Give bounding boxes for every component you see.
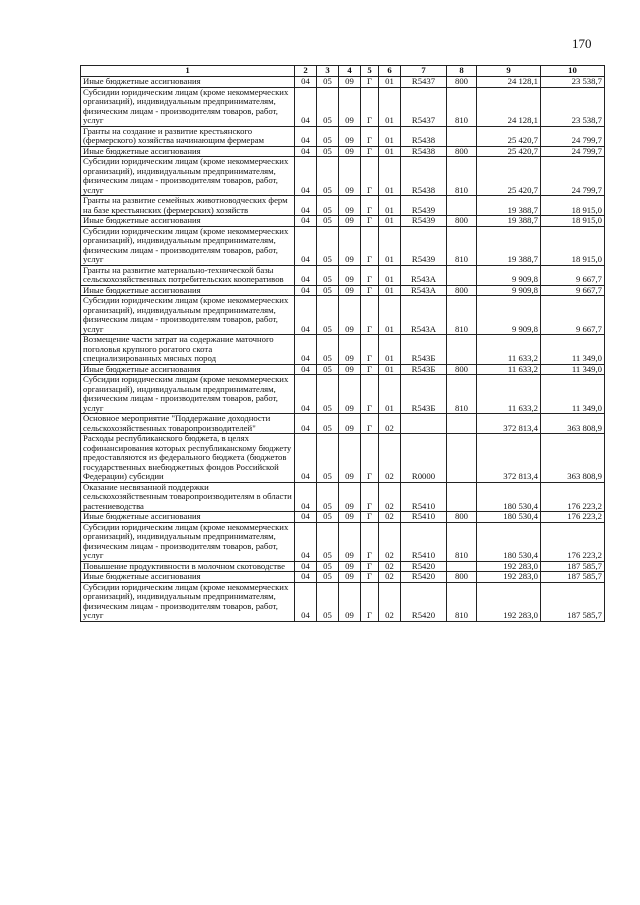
cell-amount-year2: 176 223,2 (541, 512, 605, 523)
cell-code-3: 05 (317, 226, 339, 265)
cell-expense-type: 800 (447, 572, 477, 583)
cell-code-6: 01 (379, 285, 401, 296)
cell-target-article: R5438 (401, 126, 447, 146)
table-row (81, 434, 605, 483)
table-row (81, 364, 605, 375)
cell-amount-year2: 187 585,7 (541, 572, 605, 583)
cell-amount-year2: 18 915,0 (541, 216, 605, 227)
cell-code-4: 09 (339, 572, 361, 583)
cell-code-4: 09 (339, 414, 361, 434)
cell-code-5: Г (361, 146, 379, 157)
cell-code-3: 05 (317, 126, 339, 146)
cell-expense-type (447, 561, 477, 572)
cell-code-4: 09 (339, 196, 361, 216)
cell-expense-type: 810 (447, 375, 477, 414)
cell-code-2: 04 (295, 296, 317, 335)
row-description: Субсидии юридическим лицам (кроме некоммерческих организаций), индивидуальным предпринимателям, физическим лицам - производителям товаров, работ, услуг (81, 375, 295, 414)
cell-target-article: R5439 (401, 226, 447, 265)
cell-amount-year1: 19 388,7 (477, 226, 541, 265)
cell-code-4: 09 (339, 364, 361, 375)
row-description: Гранты на развитие материально-технической базы сельскохозяйственных потребительских кооперативов (81, 265, 295, 285)
table-row (81, 226, 605, 265)
cell-code-2: 04 (295, 434, 317, 483)
cell-amount-year1: 372 813,4 (477, 434, 541, 483)
cell-code-4: 09 (339, 265, 361, 285)
cell-target-article: R5410 (401, 512, 447, 523)
cell-expense-type: 810 (447, 582, 477, 621)
column-header: 9 (477, 66, 541, 77)
cell-code-4: 09 (339, 561, 361, 572)
cell-code-5: Г (361, 561, 379, 572)
cell-code-6: 01 (379, 216, 401, 227)
cell-amount-year1: 180 530,4 (477, 522, 541, 561)
cell-code-5: Г (361, 582, 379, 621)
cell-code-6: 01 (379, 226, 401, 265)
cell-amount-year2: 9 667,7 (541, 265, 605, 285)
row-description: Субсидии юридическим лицам (кроме некоммерческих организаций), индивидуальным предпринимателям, физическим лицам - производителям товаров, работ, услуг (81, 296, 295, 335)
cell-code-4: 09 (339, 582, 361, 621)
cell-code-5: Г (361, 434, 379, 483)
cell-target-article: R5420 (401, 561, 447, 572)
cell-code-5: Г (361, 126, 379, 146)
cell-amount-year1: 180 530,4 (477, 482, 541, 512)
cell-amount-year1: 25 420,7 (477, 146, 541, 157)
column-header: 3 (317, 66, 339, 77)
cell-target-article: R543Б (401, 335, 447, 365)
cell-amount-year2: 11 349,0 (541, 335, 605, 365)
cell-amount-year2: 9 667,7 (541, 285, 605, 296)
cell-expense-type (447, 265, 477, 285)
table-row (81, 482, 605, 512)
cell-code-5: Г (361, 87, 379, 126)
cell-code-6: 01 (379, 335, 401, 365)
cell-code-2: 04 (295, 522, 317, 561)
cell-code-5: Г (361, 482, 379, 512)
cell-target-article: R5410 (401, 482, 447, 512)
cell-code-3: 05 (317, 285, 339, 296)
cell-code-2: 04 (295, 482, 317, 512)
column-header: 4 (339, 66, 361, 77)
cell-code-5: Г (361, 157, 379, 196)
cell-code-4: 09 (339, 157, 361, 196)
cell-target-article: R5439 (401, 196, 447, 216)
cell-expense-type: 810 (447, 522, 477, 561)
cell-code-3: 05 (317, 216, 339, 227)
budget-table (80, 65, 605, 622)
cell-code-6: 02 (379, 414, 401, 434)
row-description: Иные бюджетные ассигнования (81, 77, 295, 88)
row-description: Иные бюджетные ассигнования (81, 146, 295, 157)
cell-code-5: Г (361, 296, 379, 335)
cell-code-4: 09 (339, 126, 361, 146)
cell-expense-type (447, 196, 477, 216)
cell-code-4: 09 (339, 434, 361, 483)
cell-amount-year1: 9 909,8 (477, 265, 541, 285)
cell-code-2: 04 (295, 226, 317, 265)
cell-code-4: 09 (339, 87, 361, 126)
cell-code-2: 04 (295, 561, 317, 572)
column-header: 10 (541, 66, 605, 77)
table-row (81, 572, 605, 583)
cell-code-6: 01 (379, 157, 401, 196)
cell-expense-type (447, 414, 477, 434)
cell-code-3: 05 (317, 77, 339, 88)
cell-code-5: Г (361, 522, 379, 561)
cell-expense-type (447, 126, 477, 146)
table-row (81, 522, 605, 561)
cell-code-4: 09 (339, 216, 361, 227)
cell-target-article: R543A (401, 265, 447, 285)
cell-code-5: Г (361, 196, 379, 216)
cell-expense-type: 800 (447, 146, 477, 157)
cell-code-4: 09 (339, 375, 361, 414)
table-row (81, 296, 605, 335)
cell-code-2: 04 (295, 512, 317, 523)
table-body (81, 77, 605, 622)
cell-code-2: 04 (295, 87, 317, 126)
cell-code-3: 05 (317, 196, 339, 216)
cell-amount-year1: 25 420,7 (477, 157, 541, 196)
row-description: Основное мероприятие "Поддержание доходности сельскохозяйственных товаропроизводителей" (81, 414, 295, 434)
cell-target-article: R5420 (401, 582, 447, 621)
row-description: Повышение продуктивности в молочном скотоводстве (81, 561, 295, 572)
cell-code-2: 04 (295, 126, 317, 146)
cell-code-3: 05 (317, 512, 339, 523)
row-description: Иные бюджетные ассигнования (81, 512, 295, 523)
cell-code-3: 05 (317, 146, 339, 157)
cell-code-2: 04 (295, 375, 317, 414)
column-header: 7 (401, 66, 447, 77)
cell-code-6: 02 (379, 482, 401, 512)
cell-amount-year2: 24 799,7 (541, 126, 605, 146)
cell-code-2: 04 (295, 77, 317, 88)
table-row (81, 265, 605, 285)
cell-amount-year2: 187 585,7 (541, 582, 605, 621)
cell-amount-year1: 192 283,0 (477, 572, 541, 583)
row-description: Субсидии юридическим лицам (кроме некоммерческих организаций), индивидуальным предпринимателям, физическим лицам - производителям товаров, работ, услуг (81, 582, 295, 621)
cell-code-5: Г (361, 364, 379, 375)
cell-code-3: 05 (317, 522, 339, 561)
cell-expense-type (447, 482, 477, 512)
cell-code-2: 04 (295, 572, 317, 583)
cell-code-6: 02 (379, 512, 401, 523)
cell-code-3: 05 (317, 157, 339, 196)
cell-expense-type: 810 (447, 226, 477, 265)
cell-expense-type: 800 (447, 216, 477, 227)
row-description: Расходы республиканского бюджета, в целях софинансирования которых республиканскому бюджету предоставляются из федерального бюджета (бюджетов государственных внебюджетных фондов Российской Федерации) субсидии (81, 434, 295, 483)
cell-code-3: 05 (317, 482, 339, 512)
cell-code-2: 04 (295, 216, 317, 227)
cell-code-5: Г (361, 572, 379, 583)
cell-expense-type: 810 (447, 296, 477, 335)
cell-code-3: 05 (317, 296, 339, 335)
table-row (81, 216, 605, 227)
cell-code-5: Г (361, 77, 379, 88)
cell-target-article: R5438 (401, 157, 447, 196)
cell-code-4: 09 (339, 285, 361, 296)
cell-code-4: 09 (339, 146, 361, 157)
cell-code-4: 09 (339, 335, 361, 365)
cell-amount-year1: 180 530,4 (477, 512, 541, 523)
cell-code-2: 04 (295, 335, 317, 365)
cell-code-6: 02 (379, 561, 401, 572)
cell-code-5: Г (361, 512, 379, 523)
cell-amount-year1: 24 128,1 (477, 87, 541, 126)
cell-amount-year2: 176 223,2 (541, 482, 605, 512)
cell-code-5: Г (361, 226, 379, 265)
cell-code-3: 05 (317, 434, 339, 483)
table-row (81, 126, 605, 146)
cell-amount-year1: 9 909,8 (477, 296, 541, 335)
cell-amount-year2: 23 538,7 (541, 87, 605, 126)
cell-expense-type (447, 335, 477, 365)
cell-code-4: 09 (339, 77, 361, 88)
cell-expense-type: 800 (447, 285, 477, 296)
cell-target-article: R543Б (401, 364, 447, 375)
cell-amount-year2: 176 223,2 (541, 522, 605, 561)
cell-code-3: 05 (317, 582, 339, 621)
cell-code-3: 05 (317, 375, 339, 414)
cell-expense-type: 810 (447, 157, 477, 196)
cell-code-6: 01 (379, 87, 401, 126)
table-row (81, 146, 605, 157)
cell-expense-type (447, 434, 477, 483)
cell-target-article: R543A (401, 285, 447, 296)
cell-code-2: 04 (295, 364, 317, 375)
cell-target-article: R5439 (401, 216, 447, 227)
cell-target-article (401, 414, 447, 434)
table-row (81, 512, 605, 523)
cell-expense-type: 800 (447, 364, 477, 375)
cell-amount-year1: 192 283,0 (477, 561, 541, 572)
table-row (81, 582, 605, 621)
cell-amount-year2: 18 915,0 (541, 196, 605, 216)
cell-code-6: 01 (379, 296, 401, 335)
cell-code-4: 09 (339, 296, 361, 335)
cell-code-4: 09 (339, 482, 361, 512)
cell-amount-year1: 372 813,4 (477, 414, 541, 434)
cell-amount-year1: 192 283,0 (477, 582, 541, 621)
cell-amount-year1: 25 420,7 (477, 126, 541, 146)
table-row (81, 414, 605, 434)
cell-target-article: R5420 (401, 572, 447, 583)
cell-code-6: 01 (379, 375, 401, 414)
cell-code-4: 09 (339, 522, 361, 561)
cell-code-5: Г (361, 414, 379, 434)
page-number: 170 (572, 36, 592, 51)
table-row (81, 77, 605, 88)
cell-amount-year2: 24 799,7 (541, 146, 605, 157)
cell-code-3: 05 (317, 561, 339, 572)
cell-target-article: R5410 (401, 522, 447, 561)
column-header: 1 (81, 66, 295, 77)
row-description: Иные бюджетные ассигнования (81, 216, 295, 227)
cell-code-3: 05 (317, 265, 339, 285)
cell-target-article: R543Б (401, 375, 447, 414)
cell-code-5: Г (361, 285, 379, 296)
table-row (81, 375, 605, 414)
cell-amount-year2: 363 808,9 (541, 434, 605, 483)
row-description: Субсидии юридическим лицам (кроме некоммерческих организаций), индивидуальным предпринимателям, физическим лицам - производителям товаров, работ, услуг (81, 87, 295, 126)
cell-code-2: 04 (295, 285, 317, 296)
cell-amount-year1: 24 128,1 (477, 77, 541, 88)
cell-amount-year1: 11 633,2 (477, 335, 541, 365)
cell-code-4: 09 (339, 226, 361, 265)
column-header: 2 (295, 66, 317, 77)
cell-code-6: 01 (379, 146, 401, 157)
cell-expense-type: 810 (447, 87, 477, 126)
cell-amount-year2: 18 915,0 (541, 226, 605, 265)
cell-amount-year1: 19 388,7 (477, 216, 541, 227)
cell-target-article: R0000 (401, 434, 447, 483)
cell-code-2: 04 (295, 196, 317, 216)
cell-code-6: 02 (379, 582, 401, 621)
table-row (81, 335, 605, 365)
cell-code-5: Г (361, 335, 379, 365)
cell-code-4: 09 (339, 512, 361, 523)
cell-target-article: R5438 (401, 146, 447, 157)
cell-target-article: R5437 (401, 77, 447, 88)
cell-amount-year1: 11 633,2 (477, 375, 541, 414)
cell-code-6: 01 (379, 196, 401, 216)
row-description: Иные бюджетные ассигнования (81, 364, 295, 375)
row-description: Иные бюджетные ассигнования (81, 572, 295, 583)
cell-code-3: 05 (317, 414, 339, 434)
table-row (81, 157, 605, 196)
column-header: 5 (361, 66, 379, 77)
table-row (81, 285, 605, 296)
table-row (81, 87, 605, 126)
cell-code-2: 04 (295, 582, 317, 621)
cell-amount-year2: 11 349,0 (541, 375, 605, 414)
cell-code-2: 04 (295, 146, 317, 157)
cell-code-6: 02 (379, 522, 401, 561)
cell-amount-year2: 24 799,7 (541, 157, 605, 196)
table-row (81, 561, 605, 572)
row-description: Иные бюджетные ассигнования (81, 285, 295, 296)
cell-amount-year1: 11 633,2 (477, 364, 541, 375)
cell-code-2: 04 (295, 157, 317, 196)
row-description: Оказание несвязанной поддержки сельскохозяйственным товаропроизводителям в области растениеводства (81, 482, 295, 512)
cell-code-6: 01 (379, 265, 401, 285)
cell-code-6: 01 (379, 77, 401, 88)
row-description: Гранты на развитие семейных животноводческих ферм на базе крестьянских (фермерских) хозяйств (81, 196, 295, 216)
cell-amount-year2: 23 538,7 (541, 77, 605, 88)
cell-code-6: 01 (379, 364, 401, 375)
column-header: 6 (379, 66, 401, 77)
row-description: Гранты на создание и развитие крестьянского (фермерского) хозяйства начинающим фермерам (81, 126, 295, 146)
cell-code-2: 04 (295, 265, 317, 285)
row-description: Субсидии юридическим лицам (кроме некоммерческих организаций), индивидуальным предпринимателям, физическим лицам - производителям товаров, работ, услуг (81, 522, 295, 561)
cell-code-3: 05 (317, 335, 339, 365)
cell-target-article: R543A (401, 296, 447, 335)
cell-code-5: Г (361, 216, 379, 227)
header-row (81, 66, 605, 77)
cell-expense-type: 800 (447, 512, 477, 523)
cell-code-3: 05 (317, 572, 339, 583)
cell-code-3: 05 (317, 87, 339, 126)
row-description: Субсидии юридическим лицам (кроме некоммерческих организаций), индивидуальным предпринимателям, физическим лицам - производителям товаров, работ, услуг (81, 157, 295, 196)
row-description: Субсидии юридическим лицам (кроме некоммерческих организаций), индивидуальным предпринимателям, физическим лицам - производителям товаров, работ, услуг (81, 226, 295, 265)
column-header: 8 (447, 66, 477, 77)
cell-code-5: Г (361, 265, 379, 285)
cell-code-6: 01 (379, 126, 401, 146)
cell-expense-type: 800 (447, 77, 477, 88)
cell-code-5: Г (361, 375, 379, 414)
cell-amount-year2: 187 585,7 (541, 561, 605, 572)
row-description: Возмещение части затрат на содержание маточного поголовья крупного рогатого скота специализированных мясных пород (81, 335, 295, 365)
cell-code-6: 02 (379, 434, 401, 483)
cell-amount-year2: 11 349,0 (541, 364, 605, 375)
cell-code-3: 05 (317, 364, 339, 375)
cell-amount-year2: 9 667,7 (541, 296, 605, 335)
cell-amount-year1: 19 388,7 (477, 196, 541, 216)
cell-code-6: 02 (379, 572, 401, 583)
cell-amount-year1: 9 909,8 (477, 285, 541, 296)
table-row (81, 196, 605, 216)
cell-code-2: 04 (295, 414, 317, 434)
cell-amount-year2: 363 808,9 (541, 414, 605, 434)
cell-target-article: R5437 (401, 87, 447, 126)
